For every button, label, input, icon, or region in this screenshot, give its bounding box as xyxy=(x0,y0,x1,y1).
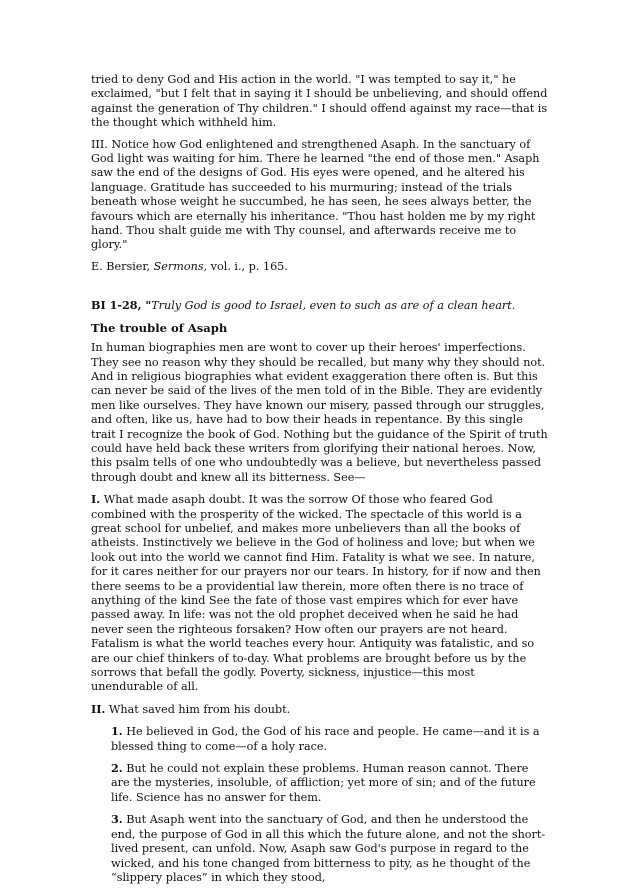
sub-point-3 xyxy=(111,812,549,885)
sub-point-1 xyxy=(111,724,549,754)
point-ii-number: II. xyxy=(91,701,106,716)
document-page xyxy=(91,73,549,892)
citation-work: Sermons, xyxy=(153,259,208,273)
paragraph-point-ii xyxy=(91,702,549,717)
sub-point-2 xyxy=(111,761,549,805)
paragraph-point-i xyxy=(91,492,549,695)
citation-rest: vol. i., p. 165. xyxy=(207,259,288,273)
sub-point-text: But he could not explain these problems. Human reason cannot. There are the mysteries, insoluble, of affliction; yet more of sin; and of the future life. Science has no answer for them. xyxy=(111,762,536,804)
sub-point-number: 1. xyxy=(111,724,123,739)
paragraph-point-iii: III. Notice how God enlightened and strengthened Asaph. In the sanctuary of God light was waiting for him. There he learned "the end of those men." Asaph saw the end of the designs of God. His eyes were opened, and he altered his language. Gratitude has succeeded to his murmuring; instead of the trials beneath whose weight he succumbed, he has seen, he sees always better, the favours which are eternally his inheritance. "Thou hast holden me by my right hand. Thou shalt guide me with Thy counsel, and afterwards receive me to glory." xyxy=(91,137,540,252)
sub-point-number: 2. xyxy=(111,761,123,776)
bible-reference xyxy=(91,298,549,313)
source-citation xyxy=(91,260,549,274)
bible-quote: Truly God is good to Israel, even to such as are of a clean heart. xyxy=(151,299,516,313)
sub-point-number: 3. xyxy=(111,812,123,827)
point-i-number: I. xyxy=(91,492,101,507)
sub-point-text: He believed in God, the God of his race and people. He came—and it is a blessed thing to come—of a holy race. xyxy=(111,725,540,753)
bible-ref-label: BI 1-28, " xyxy=(91,298,152,313)
point-i-text: What made asaph doubt. It was the sorrow Of those who feared God combined with the prosperity of the wicked. The spectacle of this world is a great school for unbelief, and makes more unbelievers than all the books of atheists. Instinctively we believe in the God of holiness and love; but when we look out into the world we cannot find Him. Fatality is what we see. In nature, for it cares neither for our prayers nor our tears. In history, for if now and then there seems to be a providential law therein, more often there is no trace of anything of the kind See the fate of those vast empires which for ever have passed away. In life: was not the old prophet deceived when he said he had never seen the righteous forsaken? How often our prayers are not heard. Fatalism is what the world teaches every hour. Antiquity was fatalistic, and so are our chief thinkers of to-day. What problems are brought before us by the sorrows that befall the godly. Poverty, sickness, injustice—this most unendurable of all. xyxy=(91,493,541,694)
section-heading: The trouble of Asaph xyxy=(91,320,228,335)
point-ii-text: What saved him from his doubt. xyxy=(105,702,291,716)
paragraph-intro: In human biographies men are wont to cover up their heroes' imperfections. They see no reason why they should be recalled, but many why they should not. And in religious biographies what evident exaggeration there often is. But this can never be said of the lives of the men told of in the Bible. They are evidently men like ourselves. They have known our misery, passed through our struggles, and often, like us, have had to bow their heads in repentance. By this single trait I recognize the book of God. Nothing but the guidance of the Spirit of truth could have held back these writers from glorifying their national heroes. Now, this psalm tells of one who undoubtedly was a believe, but nevertheless passed through doubt and knew all its bitterness. See— xyxy=(91,341,548,484)
paragraph-continuation: tried to deny God and His action in the world. "I was tempted to say it," he exclaimed, "but I felt that in saying it I should be unbelieving, and should offend against the generation of Thy children." I should offend against my race—that is the thought which withheld him. xyxy=(91,73,548,130)
citation-author: E. Bersier, xyxy=(91,259,154,273)
sub-point-text: But Asaph went into the sanctuary of God, and then he understood the end, the purpose of God in all this which the future alone, and not the short-lived present, can unfold. Now, Asaph saw God's purpose in regard to the wicked, and his tone changed from bitterness to pity, as he thought of the “slippery places” in which they stood, xyxy=(111,813,546,884)
